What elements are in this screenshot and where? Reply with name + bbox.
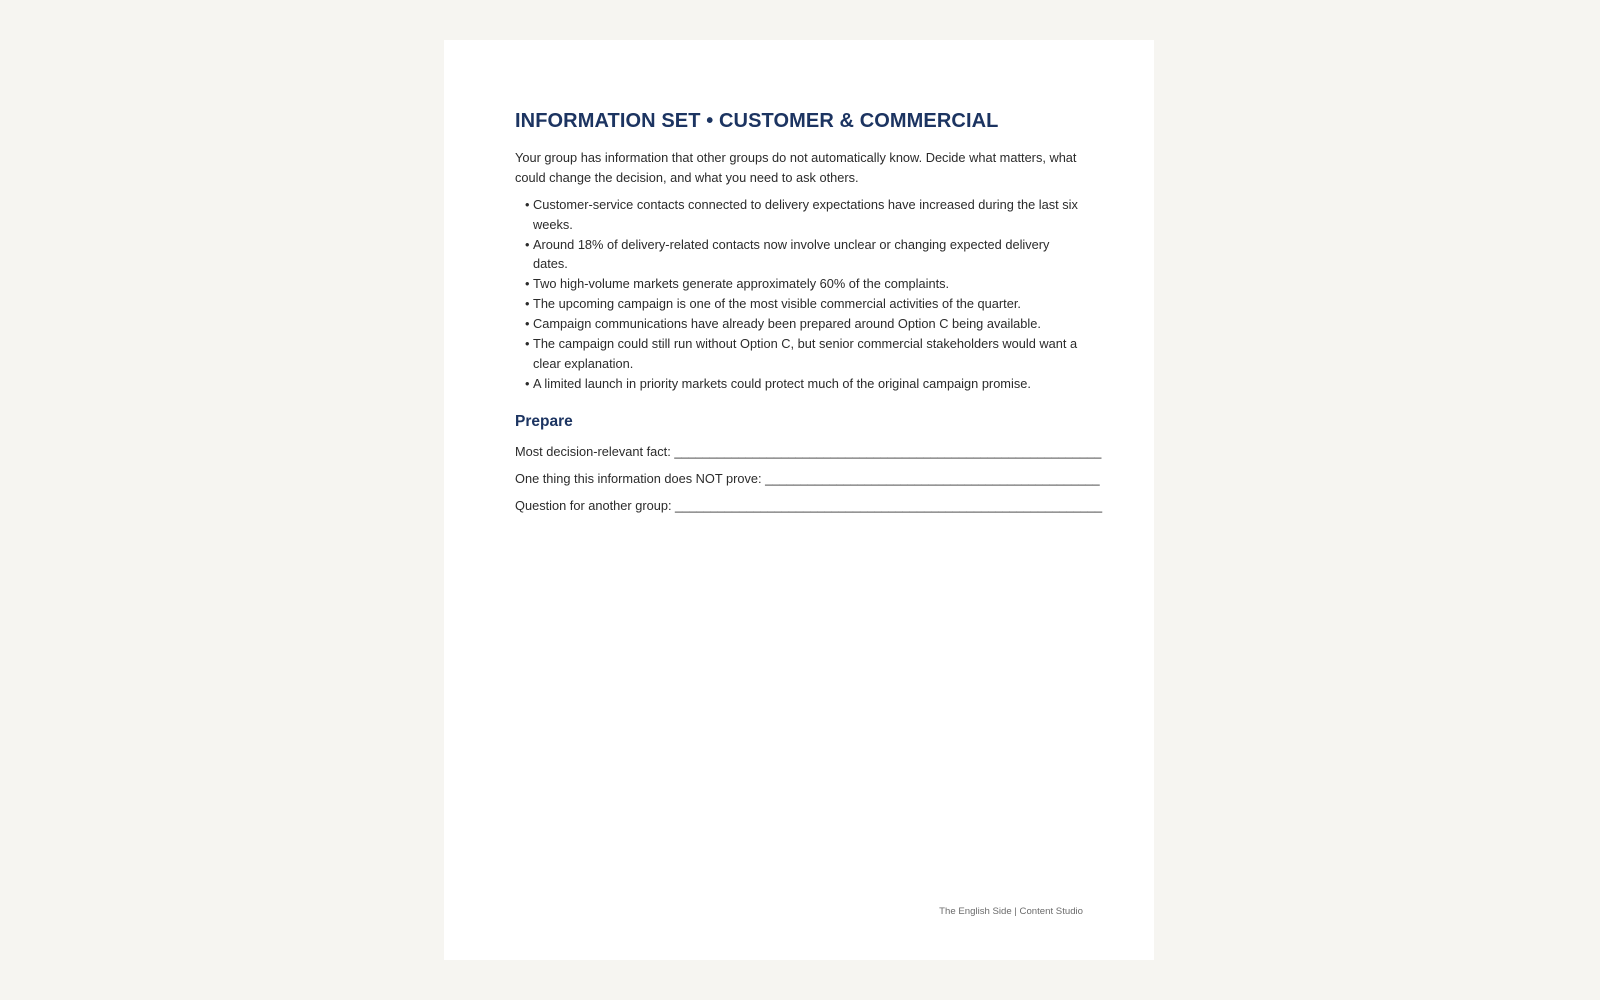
not-prove-prompt: One thing this information does NOT prove: _______________________________________________ — [515, 471, 1100, 486]
bullet-icon: • — [525, 296, 530, 311]
bullet-icon: • — [525, 316, 530, 331]
list-item — [525, 195, 1083, 234]
list-item-text: Campaign communications have already been prepared around Option C being available. — [533, 316, 1041, 331]
list-item-text: The upcoming campaign is one of the most visible commercial activities of the quarter. — [533, 296, 1021, 311]
list-item — [525, 294, 1083, 314]
list-item — [525, 374, 1083, 394]
page-title: INFORMATION SET • CUSTOMER & COMMERCIAL — [515, 110, 999, 132]
list-item-text: The campaign could still run without Option C, but senior commercial stakeholders would want a clear explanation. — [533, 336, 1078, 371]
prepare-heading: Prepare — [515, 413, 573, 430]
bullet-icon: • — [525, 276, 530, 291]
intro-paragraph: Your group has information that other groups do not automatically know. Decide what matters, what could change the decision, and what you need to ask others. — [515, 150, 1077, 185]
bullet-icon: • — [525, 375, 530, 391]
bullet-icon: • — [525, 197, 530, 212]
document-page — [444, 40, 1154, 960]
list-item — [525, 274, 1083, 294]
information-list — [515, 195, 1085, 393]
list-item — [525, 334, 1083, 373]
list-item-text: A limited launch in priority markets could protect much of the original campaign promise. — [533, 375, 1031, 391]
page-footer: The English Side | Content Studio — [939, 906, 1083, 917]
bullet-icon: • — [525, 336, 530, 351]
question-prompt: Question for another group: ____________________________________________________________ — [515, 498, 1103, 513]
list-item — [525, 314, 1083, 334]
list-item-text: Around 18% of delivery-related contacts now involve unclear or changing expected delivery dates. — [533, 236, 1050, 271]
list-item-text: Two high-volume markets generate approximately 60% of the complaints. — [533, 276, 950, 291]
list-item — [525, 235, 1083, 274]
bullet-icon: • — [525, 236, 530, 252]
page-content — [515, 108, 1103, 516]
list-item-text: Customer-service contacts connected to delivery expectations have increased during the last six weeks. — [533, 197, 1078, 232]
decision-fact-prompt: Most decision-relevant fact: ____________________________________________________________ — [515, 444, 1102, 459]
